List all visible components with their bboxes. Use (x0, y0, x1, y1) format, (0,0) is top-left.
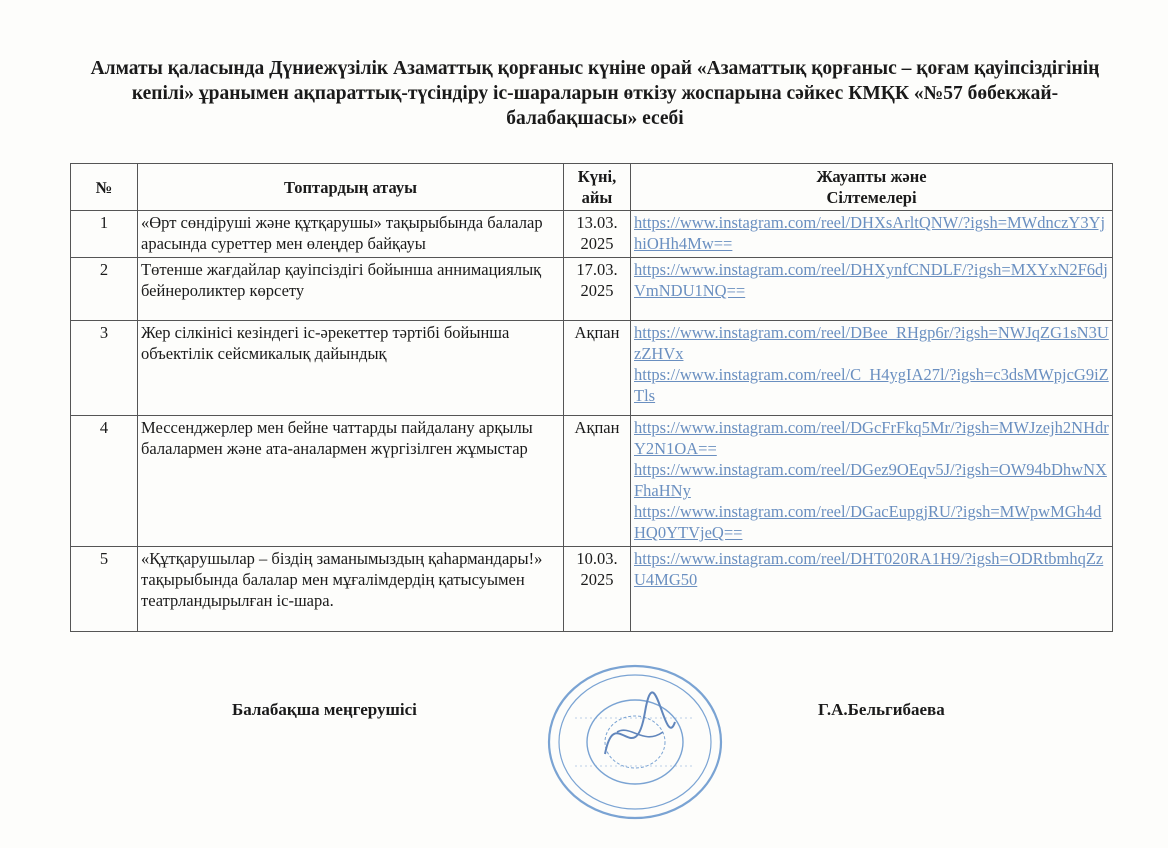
row-date (564, 211, 631, 258)
row-num: 1 (71, 211, 138, 258)
table-row (71, 547, 1113, 632)
instagram-link[interactable]: https://www.instagram.com/reel/DHT020RA1H9/?igsh=ODRtbmhqZzU4MG50 (634, 549, 1104, 589)
row-num: 2 (71, 258, 138, 321)
instagram-link[interactable]: https://www.instagram.com/reel/DBee_RHgp6r/?igsh=NWJqZG1sN3UzZHVx (634, 323, 1109, 363)
table-row (71, 321, 1113, 416)
row-date (564, 416, 631, 547)
row-date-line1: Ақпан (574, 418, 620, 437)
signatory-name: Г.А.Бельгибаева (818, 700, 945, 719)
row-num: 3 (71, 321, 138, 416)
instagram-link[interactable]: https://www.instagram.com/reel/C_H4ygIA27l/?igsh=c3dsMWpjcG9iZTls (634, 365, 1109, 405)
row-date-line2: 2025 (580, 281, 614, 300)
report-table (70, 163, 1113, 632)
row-name: «Құтқарушылар – біздің заманымыздың қаһармандары!» тақырыбында балалар мен мұғалімдердің қатысуымен театрландырылған іс-шара. (138, 547, 564, 632)
instagram-link[interactable]: https://www.instagram.com/reel/DGcFrFkq5Mr/?igsh=MWJzejh2NHdrY2N1OA== (634, 418, 1109, 458)
row-name: «Өрт сөндіруші және құтқарушы» тақырыбында балалар арасында суреттер мен өлеңдер байқауы (138, 211, 564, 258)
row-date-line1: 13.03. (576, 213, 618, 232)
row-links (631, 211, 1113, 258)
row-links (631, 416, 1113, 547)
row-name: Мессенджерлер мен бейне чаттарды пайдалану арқылы балалармен және ата-аналармен жүргізілген жұмыстар (138, 416, 564, 547)
header-links-line1: Жауапты және (816, 167, 927, 186)
row-num: 4 (71, 416, 138, 547)
report-title: Алматы қаласында Дүниежүзілік Азаматтық қорғаныс күніне орай «Азаматтық қорғаныс – қоғам қауіпсіздігінің кепілі» ұранымен ақпараттық-түсіндіру іс-шараларын өткізу жоспарына сәйкес КМҚК «№57 бөбекжай-балабақшасы» есебі (90, 58, 1100, 129)
row-date (564, 258, 631, 321)
row-name: Жер сілкінісі кезіндегі іс-әрекеттер тәртібі бойынша объектілік сейсмикалық дайындық (138, 321, 564, 416)
table-row (71, 211, 1113, 258)
row-date-line1: 10.03. (576, 549, 618, 568)
instagram-link[interactable]: https://www.instagram.com/reel/DHXsArltQNW/?igsh=MWdnczY3YjhiOHh4Mw== (634, 213, 1106, 253)
header-links-line2: Сілтемелері (826, 188, 917, 207)
header-date-line1: Күні, (577, 167, 617, 186)
header-links (631, 164, 1113, 211)
instagram-link[interactable]: https://www.instagram.com/reel/DGez9OEqv5J/?igsh=OW94bDhwNXFhaHNy (634, 460, 1107, 500)
row-date-line1: Ақпан (574, 323, 620, 342)
row-links (631, 258, 1113, 321)
table-header-row (71, 164, 1113, 211)
row-links (631, 547, 1113, 632)
table-row (71, 258, 1113, 321)
row-name: Төтенше жағдайлар қауіпсіздігі бойынша аннимациялық бейнероликтер көрсету (138, 258, 564, 321)
header-date-line2: айы (581, 188, 613, 207)
position-label: Балабақша меңгерушісі (232, 700, 417, 719)
instagram-link[interactable]: https://www.instagram.com/reel/DHXynfCNDLF/?igsh=MXYxN2F6djVmNDU1NQ== (634, 260, 1108, 300)
row-date (564, 321, 631, 416)
row-date-line2: 2025 (580, 234, 614, 253)
row-date-line2: 2025 (580, 570, 614, 589)
header-name: Топтардың атауы (138, 164, 564, 211)
table-row (71, 416, 1113, 547)
header-date (564, 164, 631, 211)
row-links (631, 321, 1113, 416)
official-stamp-icon (545, 662, 725, 822)
row-date (564, 547, 631, 632)
header-num: № (71, 164, 138, 211)
instagram-link[interactable]: https://www.instagram.com/reel/DGacEupgjRU/?igsh=MWpwMGh4dHQ0YTVjeQ== (634, 502, 1102, 542)
row-num: 5 (71, 547, 138, 632)
row-date-line1: 17.03. (576, 260, 618, 279)
